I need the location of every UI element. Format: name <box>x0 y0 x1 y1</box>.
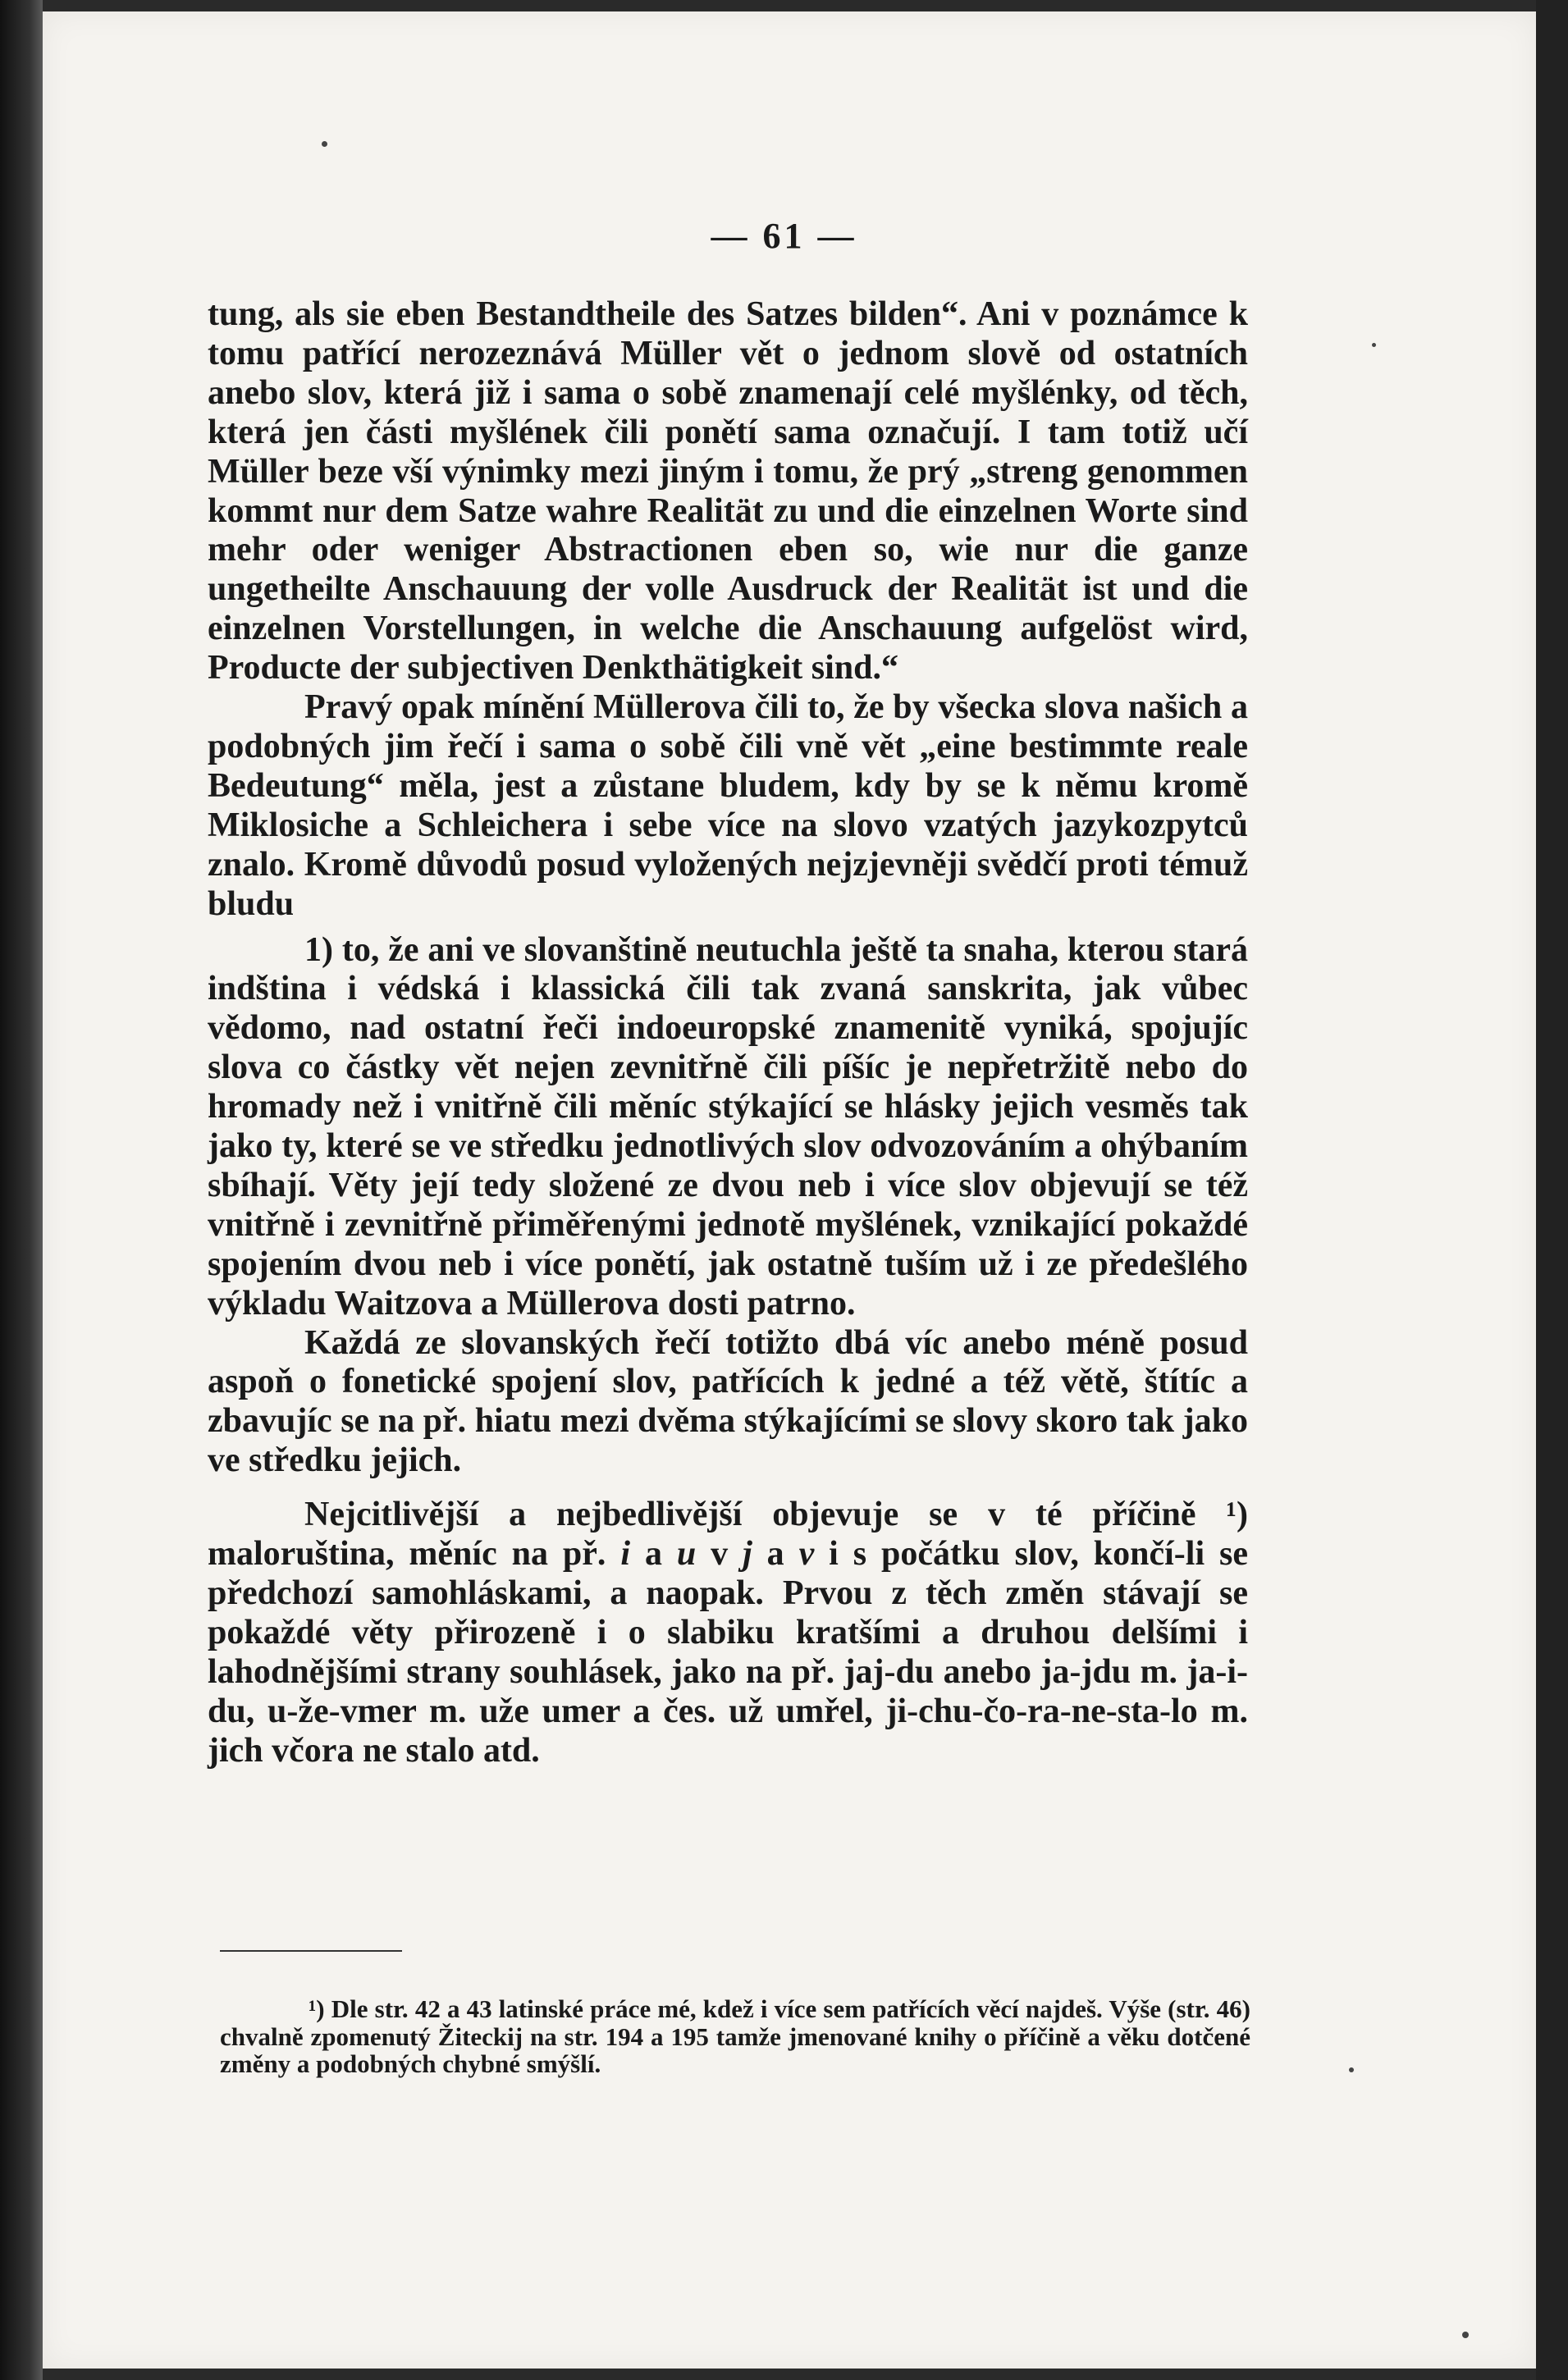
dust-speck <box>322 141 327 147</box>
paragraph-2: Pravý opak mínění Müllerova čili to, že by všecka slova našich a podobných jim řečí i sama o sobě čili vně vět „eine bestimmte reale Bedeutung“ měla, jest a zůstane bludem, kdy by se k němu kromě Miklosiche a Schleichera i sebe více na slovo vzatých jazykozpytců znalo. Kromě důvodů posud vyložených nejzjevněji svědčí proti témuž bludu <box>208 688 1248 923</box>
letter-i: i <box>620 1535 631 1574</box>
dust-speck <box>1462 2332 1469 2338</box>
paragraph-4: Každá ze slovanských řečí totižto dbá víc anebo méně posud aspoň o fonetické spojení slov, patřících k jedné a též větě, štítíc a zbavujíc se na př. hiatu mezi dvěma stýkajícími se slovy skoro tak jako ve středku jejich. <box>208 1323 1248 1480</box>
main-text <box>208 295 1248 1771</box>
book-binding-edge <box>0 0 43 2380</box>
paragraph-3-list-item: 1) to, že ani ve slovanštině neutuchla ještě ta snaha, kterou stará indština i védská i klassická čili tak zvaná sanskrita, jak vůbec vědomo, nad ostatní řeči indoeuropské znamenitě vyniká, spojujíc slova co částky vět nejen zevnitřně čili píšíc je nepřetržitě nebo do hromady než i vnitřně čili měníc stýkající se hlásky jejich vesměs tak jako ty, které se ve středku jednotlivých slov odvozováním a ohýbaním sbíhají. Věty její tedy složené ze dvou neb i více slov objevují se též vnitřně i zevnitřně přiměřenými jednotě myšlének, vznikající pokaždé spojením dvou neb i více ponětí, jak ostatně tuším už i ze předešlého výkladu Waitzova a Müllerova dosti patrno. <box>208 930 1248 1322</box>
letter-v: v <box>798 1535 815 1574</box>
dust-speck <box>1349 2067 1354 2072</box>
footnote-divider <box>220 1950 402 1952</box>
footnote: ¹) Dle str. 42 a 43 latinské práce mé, kdež i více sem patřících věcí najdeš. Výše (str. 46) chvalně zpomenutý Žiteckij na str. 194 a 195 tamže jmenované knihy o příčině a věku dotčené změny a podobných chybné smýšlí. <box>220 1994 1250 2078</box>
letter-j: j <box>743 1535 752 1574</box>
preposition-v: v <box>696 1535 743 1574</box>
paragraph-5 <box>208 1496 1248 1770</box>
letter-u: u <box>676 1535 697 1574</box>
paragraph-5-end: i s počátku slov, končí-li se předchozí samohláskami, a naopak. Prvou z těch změn stávají se pokaždé věty přirozeně i o slabiku kratšími a druhou delšími i lahodnějšími strany souhlásek, jako na př. jaj-du anebo ja-jdu m. ja-i-du, u-že-vmer m. uže umer a čes. už umřel, ji-chu-čo-ra-ne-sta-lo m. jich včora ne stalo atd. <box>208 1535 1249 1770</box>
dust-speck <box>1372 343 1376 347</box>
paragraph-1: tung, als sie eben Bestandtheile des Satzes bilden“. Ani v poznámce k tomu patřící nerozeznává Müller vět o jednom slově od ostatních anebo slov, která již i sama o sobě znamenají celé myšlénky, od těch, která jen části myšlének čili ponětí sama označují. I tam totiž učí Müller beze vší výnimky mezi jiným i tomu, že prý „streng genommen kommt nur dem Satze wahre Realität zu und die einzelnen Worte sind mehr oder weniger Abstractionen eben so, wie nur die ganze ungetheilte Anschauung der volle Ausdruck der Realität ist und die einzelnen Vorstellungen, in welche die Anschauung aufgelöst wird, Producte der subjectiven Denkthätigkeit sind.“ <box>208 295 1248 688</box>
paragraph-5-start: Nejcitlivější a nejbedlivější objevuje se v té příčině ¹) maloruština, měníc na př. <box>208 1496 1248 1574</box>
conjunction-a: a <box>630 1535 677 1574</box>
page-number: — 61 — <box>711 216 857 256</box>
page-right-edge <box>1536 0 1568 2380</box>
conjunction-a: a <box>752 1535 799 1574</box>
